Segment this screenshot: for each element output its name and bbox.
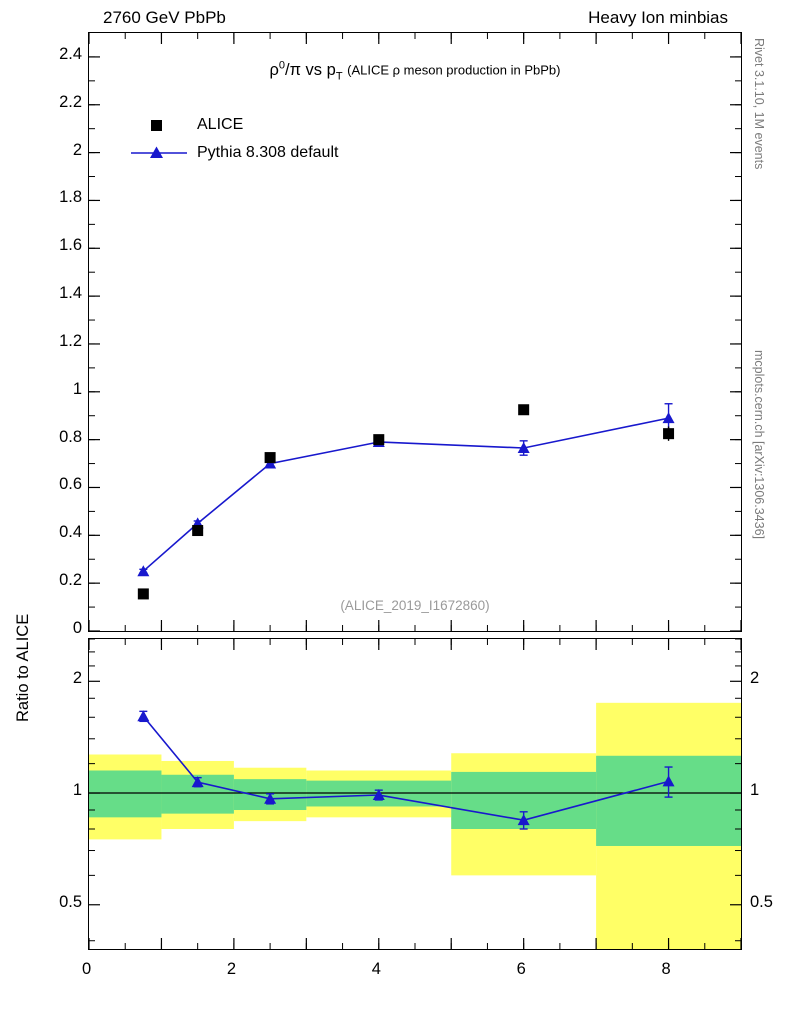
ratio-plot-area: [89, 639, 741, 949]
ratio-ytick-left-2: 2: [72, 669, 82, 688]
xtick-6: 6: [516, 960, 526, 978]
rivet-version-caption: Rivet 3.1.10, 1M events: [752, 38, 766, 170]
main-ytick-0.8: 0.8: [59, 427, 82, 446]
main-ytick-1.6: 1.6: [59, 236, 82, 255]
main-ytick-0.6: 0.6: [59, 475, 82, 494]
main-ytick-0.4: 0.4: [59, 523, 82, 542]
xtick-4: 4: [371, 960, 381, 978]
mcplots-arxiv-caption: mcplots.cern.ch [arXiv:1306.3436]: [752, 350, 766, 539]
main-ytick-0: 0: [72, 619, 82, 637]
ratio-ytick-right-1: 1: [750, 781, 760, 800]
legend-label-alice: ALICE: [197, 116, 244, 133]
legend-entry-pythia: [129, 139, 338, 167]
plot-title-text: $\rho^0/\pi$ vs $p_T$: [269, 59, 343, 82]
legend: [129, 111, 338, 167]
main-ytick-1.8: 1.8: [59, 188, 82, 207]
ratio-ytick-left-1: 1: [72, 781, 82, 800]
line-triangle-marker-icon: [129, 143, 189, 163]
ratio-axis-label: Ratio to ALICE: [14, 613, 32, 722]
xtick-2: 2: [226, 960, 237, 978]
analysis-id-watermark: (ALICE_2019_I1672860): [340, 598, 490, 613]
ratio-plot-panel: [88, 638, 742, 950]
main-ytick-1.4: 1.4: [59, 284, 82, 303]
header-beam-label: 2760 GeV PbPb: [103, 8, 226, 27]
main-ytick-1: 1: [72, 379, 82, 398]
ratio-ytick-right-0.5: 0.5: [750, 892, 773, 911]
main-ytick-2: 2: [72, 140, 82, 159]
ratio-ytick-left-0.5: 0.5: [59, 892, 82, 911]
legend-label-pythia: Pythia 8.308 default: [197, 144, 339, 161]
main-ytick-2.4: 2.4: [59, 44, 82, 63]
square-marker-icon: [129, 115, 189, 135]
main-ytick-2.2: 2.2: [59, 92, 82, 111]
legend-entry-alice: [129, 111, 338, 139]
header-process-label: Heavy Ion minbias: [588, 8, 728, 27]
main-ytick-0.2: 0.2: [59, 571, 82, 590]
ratio-ytick-right-2: 2: [750, 669, 760, 688]
xtick-0: 0: [82, 960, 92, 978]
xtick-8: 8: [661, 960, 671, 978]
ratio-plot-svg: [89, 639, 741, 949]
plot-title-subtext: (ALICE ρ meson production in PbPb): [347, 62, 561, 78]
main-ytick-1.2: 1.2: [59, 331, 82, 350]
main-plot-panel: [88, 32, 742, 632]
